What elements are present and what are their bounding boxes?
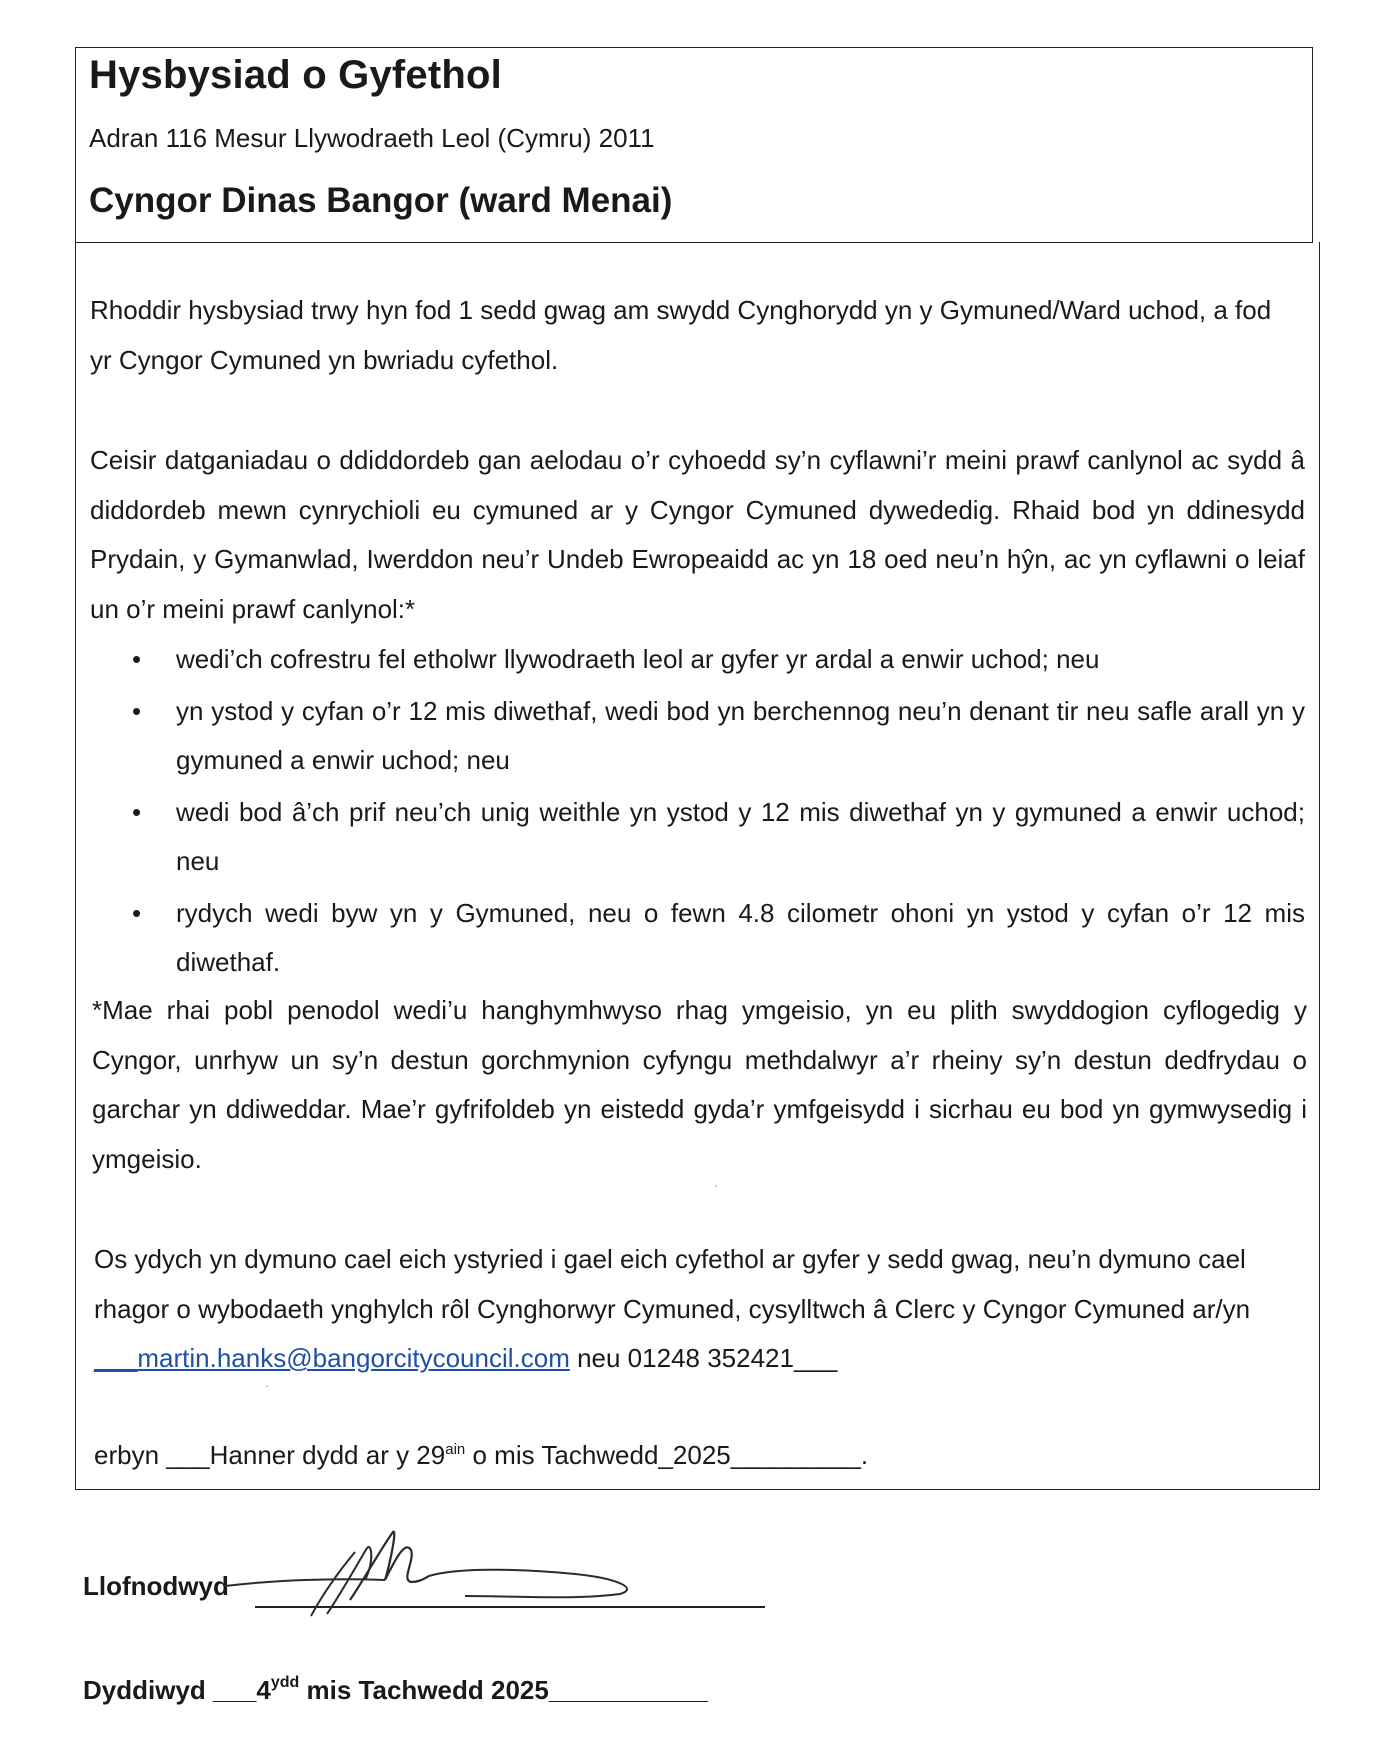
contact-paragraph [94, 1235, 1309, 1384]
deadline-line [94, 1430, 868, 1480]
vacancy-paragraph: Rhoddir hysbysiad trwy hyn fod 1 sedd gwag am swydd Cynghorydd yn y Gymuned/Ward uchod, a fod yr Cyngor Cymuned yn bwriadu cyfethol. [90, 295, 1272, 375]
contact-intro: Os ydych yn dymuno cael eich ystyried i gael eich cyfethol ar gyfer y sedd gwag, neu’n dymuno cael rhagor o wybodaeth ynghylch rôl Cynghorwyr Cymuned, cysylltwch â Clerc y Cyngor Cymuned ar/yn [94, 1244, 1251, 1324]
bullet-icon: • [132, 644, 142, 674]
notice-title: Hysbysiad o Gyfethol [89, 53, 502, 97]
criteria-item [120, 788, 1305, 887]
criteria-item [120, 889, 1305, 988]
deadline-suffix: o mis Tachwedd_2025_________. [465, 1440, 869, 1470]
signed-label: Llofnodwyd [83, 1571, 229, 1601]
bullet-icon: • [132, 695, 142, 726]
criteria-text: rydych wedi byw yn y Gymuned, neu o fewn 4.8 cilometr ohoni yn ystod y cyfan o’r 12 mis diwethaf. [176, 897, 1305, 977]
clerk-email-link[interactable] [94, 1343, 570, 1373]
handwritten-signature [215, 1520, 735, 1620]
deadline-ordinal: ain [445, 1441, 466, 1458]
header-box [75, 47, 1313, 243]
clerk-phone: neu 01248 352421___ [569, 1343, 838, 1373]
council-name: Cyngor Dinas Bangor (ward Menai) [89, 181, 673, 220]
disqualification-paragraph: *Mae rhai pobl penodol wedi’u hanghymhwyso rhag ymgeisio, yn eu plith swyddogion cyflogedig y Cyngor, unrhyw un sy’n destun gorchmynion cyfyngu methdalwyr a’r rheiny sy’n destun dedfrydau o garchar yn ddiweddar. Mae’r gyfrifoldeb yn eistedd gyda’r ymfgeisydd i sicrhau eu bod yn gymwysedig i ymgeisio. [92, 995, 1307, 1174]
criteria-item [120, 635, 1305, 685]
criteria-item [120, 687, 1305, 786]
bullet-icon: • [132, 796, 142, 827]
bullet-icon: • [132, 897, 142, 928]
scan-speck [266, 1385, 268, 1387]
criteria-list [120, 635, 1305, 990]
dated-prefix: Dyddiwyd ___4 [83, 1675, 271, 1705]
dated-suffix: mis Tachwedd 2025___________ [299, 1675, 708, 1705]
criteria-text: yn ystod y cyfan o’r 12 mis diwethaf, wedi bod yn berchennog neu’n denant tir neu safle arall yn y gymuned a enwir uchod; neu [176, 695, 1305, 775]
deadline-prefix: erbyn ___Hanner dydd ar y 29 [94, 1440, 446, 1470]
eligibility-paragraph: Ceisir datganiadau o ddiddordeb gan aelodau o’r cyhoedd sy’n cyflawni’r meini prawf canlynol ac sydd â diddordeb mewn cynrychioli eu cymuned ar y Cyngor Cymuned dywededig. Rhaid bod yn ddinesydd Prydain, y Gymanwlad, Iwerddon neu’r Undeb Ewropeaidd ac yn 18 oed neu’n hŷn, ac yn cyflawni o leiaf un o’r meini prawf canlynol:* [90, 445, 1305, 624]
email-underline: ___ [94, 1343, 138, 1373]
dated-line [83, 1670, 708, 1710]
criteria-text: wedi bod â’ch prif neu’ch unig weithle yn ystod y 12 mis diwethaf yn y gymuned a enwir uchod; neu [176, 796, 1305, 876]
dated-ordinal: ydd [270, 1674, 300, 1691]
clerk-email: martin.hanks@bangorcitycouncil.com [137, 1343, 570, 1373]
scan-speck [715, 1185, 717, 1187]
legislation-reference: Adran 116 Mesur Llywodraeth Leol (Cymru) 2011 [89, 123, 655, 153]
criteria-text: wedi’ch cofrestru fel etholwr llywodraeth leol ar gyfer yr ardal a enwir uchod; neu [176, 644, 1100, 674]
